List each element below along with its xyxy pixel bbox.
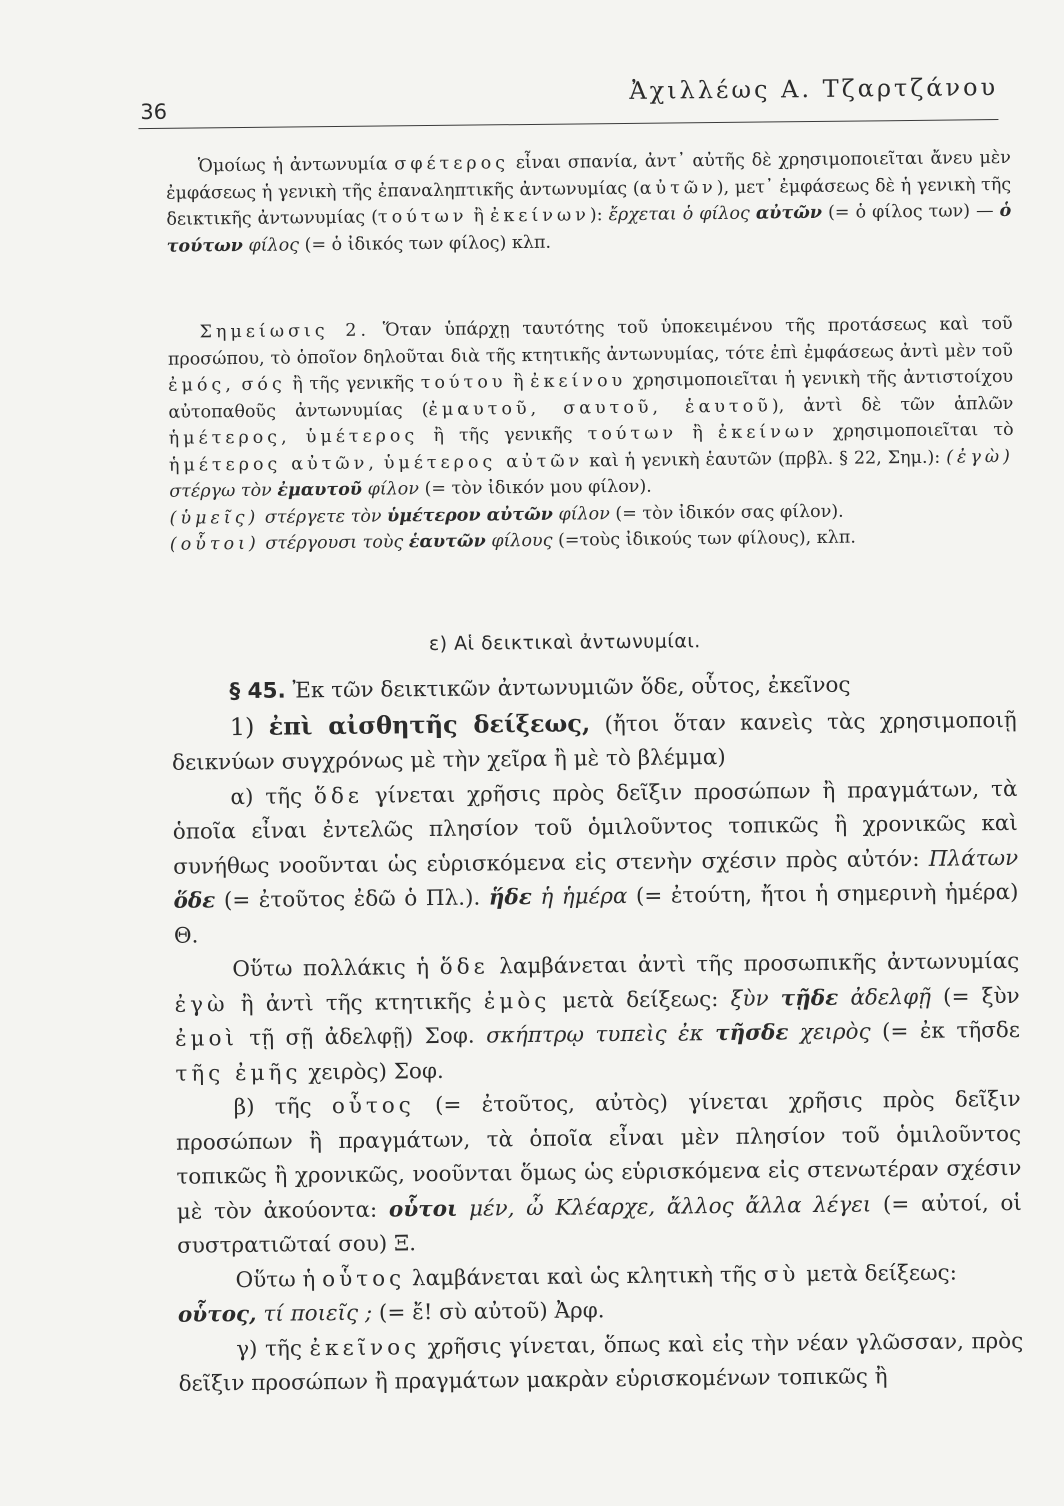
subsection-b: β) τῆς οὗτος (= ἐτοῦτος, αὐτὸς) γίνεται χρῆσις πρὸς δεῖξιν προσώπων ἢ πραγμάτων, τὰ ὁποῖα εἶναι μὲν πλησίον τοῦ ὁμιλοῦντος τοπικῶς ἢ χρονικῶς, νοοῦνται ὅμως ὡς εὑρισκόμενα εἰς στενωτέραν σχέσιν μὲ τὸν ἀκούοντα: οὗτοι μέν, ὦ Κλέαρχε, ἄλλος ἄλλα λέγει (= αὐτοί, οἱ συστρατιῶταί σου) Ξ.: [175, 1086, 1022, 1259]
subsection-a-note: Οὕτω πολλάκις ἡ ὅδε λαμβάνεται ἀντὶ τῆς προσωπικῆς ἀντωνυμίας ἐγὼ ἢ ἀντὶ τῆς κτητικῆς ἐμὸς μετὰ δείξεως: ξὺν τῇδε ἀδελφῇ (= ξὺν ἐμοὶ τῇ σῇ ἀδελφῇ) Σοφ. σκήπτρῳ τυπεὶς ἐκ τῆσδε χειρὸς (= ἐκ τῆσδε τῆς ἐμῆς χειρὸς) Σοφ.: [174, 948, 1021, 1087]
page-number: 36: [140, 99, 168, 125]
section-45-body: § 45. Ἐκ τῶν δεικτικῶν ἀντωνυμιῶν ὅδε, οὗτος, ἐκεῖνος 1) ἐπὶ αἰσθητῆς δείξεως, (ἤτοι ὅταν κανεὶς τὰς χρησιμοποιῇ δεικνύων συγχρόνως μὲ τὴν χεῖρα ἢ μὲ τὸ βλέμμα) α) τῆς ὅδε γίνεται χρῆσις πρὸς δεῖξιν προσώπων ἢ πραγμάτων, τὰ ὁποῖα εἶναι ἐντελῶς πλησίον τοῦ ὁμιλοῦντος τοπικῶς ἢ χρονικῶς καὶ συνήθως νοοῦνται ὡς εὑρισκόμενα εἰς στενὴν σχέσιν πρὸς αὐτόν: Πλάτων ὅδε (= ἐτοῦτος ἐδῶ ὁ Πλ.). ἥδε ἡ ἡμέρα (= ἐτούτη, ἤτοι ἡ σημερινὴ ἡμέρα) Θ. Οὕτω πολλάκις ἡ ὅδε λαμβάνεται ἀντὶ τῆς προσωπικῆς ἀντωνυμίας ἐγὼ ἢ ἀντὶ τῆς κτητικῆς ἐμὸς μετὰ δείξεως: ξὺν τῇδε ἀδελφῇ (= ξὺν ἐμοὶ τῇ σῇ ἀδελφῇ) Σοφ. σκήπτρῳ τυπεὶς ἐκ τῆσδε χειρὸς (= ἐκ τῆσδε τῆς ἐμῆς χειρὸς) Σοφ. β) τῆς οὗτος (= ἐτοῦτος, αὐτὸς) γίνεται χρῆσις πρὸς δεῖξιν προσώπων ἢ πραγμάτων, τὰ ὁποῖα εἶναι μὲν πλησίον τοῦ ὁμιλοῦντος τοπικῶς ἢ χρονικῶς, νοοῦνται ὅμως ὡς εὑρισκόμενα εἰς στενωτέραν σχέσιν μὲ τὸν ἀκούοντα: οὗτοι μέν, ὦ Κλέαρχε, ἄλλος ἄλλα λέγει (= αὐτοί, οἱ συστρατιῶταί σου) Ξ. Οὕτω ἡ οὗτος λαμβάνεται καὶ ὡς κλητικὴ τῆς σὺ μετὰ δείξεως: οὗτος, τί ποιεῖς ; (= ἔ! σὺ αὐτοῦ) Ἀρφ. γ) τῆς ἐκεῖνος χρῆσις γίνεται, ὅπως καὶ εἰς τὴν νέαν γλῶσσαν, πρὸς δεῖξιν προσώπων ἢ πραγμάτων μακρὰν εὑρισκομένων τοπικῶς ἢ: [171, 667, 1024, 1402]
page-header: [138, 65, 999, 125]
section-number: § 45.: [229, 678, 286, 705]
note-label: Σημείωσις 2.: [199, 320, 371, 343]
section-heading: ε) Αἱ δεικτικαὶ ἀντωνυμίαι.: [428, 630, 701, 656]
running-title: Ἀχιλλέως Α. Τζαρτζάνου: [629, 73, 999, 105]
subsection-a: α) τῆς ὅδε γίνεται χρῆσις πρὸς δεῖξιν προσώπων ἢ πραγμάτων, τὰ ὁποῖα εἶναι ἐντελῶς πλησίον τοῦ ὁμιλοῦντος τοπικῶς ἢ χρονικῶς καὶ συνήθως νοοῦνται ὡς εὑρισκόμενα εἰς στενὴν σχέσιν πρὸς αὐτόν: Πλάτων ὅδε (= ἐτοῦτος ἐδῶ ὁ Πλ.). ἥδε ἡ ἡμέρα (= ἐτούτη, ἤτοι ἡ σημερινὴ ἡμέρα) Θ.: [172, 776, 1019, 949]
subsection-b-note: Οὕτω ἡ οὗτος λαμβάνεται καὶ ὡς κλητικὴ τῆς σὺ μετὰ δείξεως: οὗτος, τί ποιεῖς ; (= ἔ! σὺ αὐτοῦ) Ἀρφ.: [177, 1260, 958, 1328]
subsection-c: γ) τῆς ἐκεῖνος χρῆσις γίνεται, ὅπως καὶ εἰς τὴν νέαν γλῶσσαν, πρὸς δεῖξιν προσώπων ἢ πραγμάτων μακρὰν εὑρισκομένων τοπικῶς ἢ: [178, 1328, 1024, 1397]
note-2: Σημείωσις 2. Ὅταν ὑπάρχῃ ταυτότης τοῦ ὑποκειμένου τῆς προτάσεως καὶ τοῦ προσώπου, τὸ ὁποῖον δηλοῦται διὰ τῆς κτητικῆς ἀντωνυμίας, τότε ἐπὶ ἐμφάσεως ἀντὶ μὲν τοῦ ἐμός, σός ἢ τῆς γενικῆς τούτου ἢ ἐκείνου χρησιμοποιεῖται ἡ γενικὴ τῆς ἀντιστοίχου αὐτοπαθοῦς ἀντωνυμίας (ἐμαυτοῦ, σαυτοῦ, ἑαυτοῦ), ἀντὶ δὲ τῶν ἁπλῶν ἡμέτερος, ὑμέτερος ἢ τῆς γενικῆς τούτων ἢ ἐκείνων χρησιμοποιεῖται τὸ ἡμέτερος αὐτῶν, ὑμέτερος αὐτῶν καὶ ἡ γενικὴ ἑαυτῶν (πρβλ. § 22, Σημ.): (ἐγὼ) στέργω τὸν ἐμαυτοῦ φίλον (= τὸν ἰδικόν μου φίλον). (ὑμεῖς) στέργετε τὸν ὑμέτερον αὐτῶν φίλον (= τὸν ἰδικόν σας φίλον). (οὗτοι) στέργουσι τοὺς ἑαυτῶν φίλους (=τοὺς ἰδικούς των φίλους), κλπ.: [167, 313, 1015, 555]
header-rule: [138, 119, 998, 129]
paragraph-sfeteros: Ὁμοίως ἡ ἀντωνυμία σφέτερος εἶναι σπανία, ἀντ᾽ αὐτῆς δὲ χρησιμοποιεῖται ἄνευ μὲν ἐμφάσεως ἡ γενικὴ τῆς ἐπαναληπτικῆς ἀντωνυμίας (αὐτῶν), μετ᾽ ἐμφάσεως δὲ ἡ γενικὴ τῆς δεικτικῆς ἀντωνυμίας (τούτων ἢ ἐκείνων): ἔρχεται ὁ φίλος αὐτῶν (= ὁ φίλος των) — ὁ τούτων φίλος (= ὁ ἰδικός των φίλος) κλπ.: [166, 147, 1012, 257]
